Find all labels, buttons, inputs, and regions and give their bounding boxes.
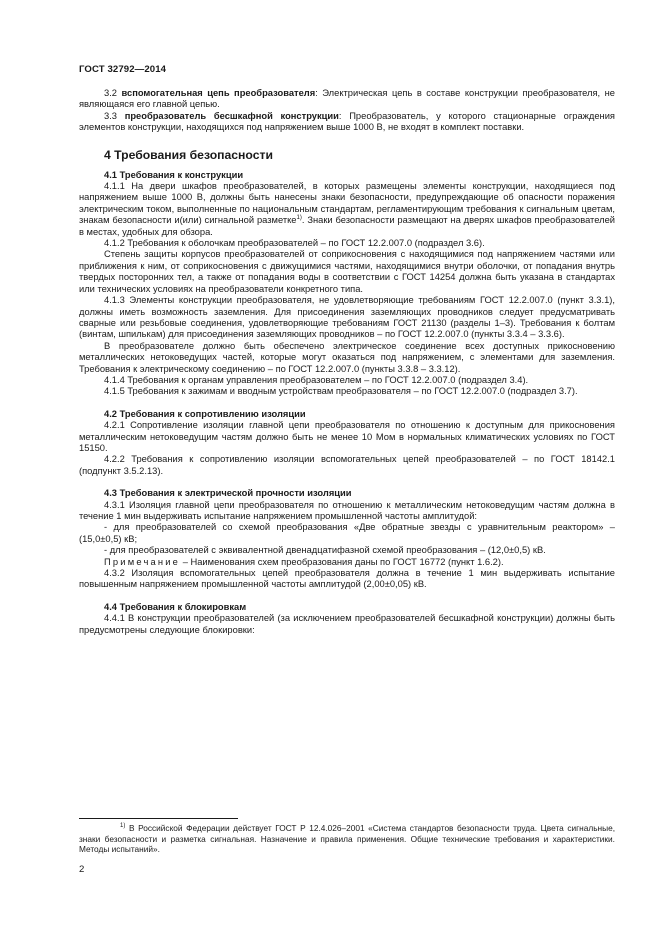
note-label: Примечание: [104, 556, 181, 567]
page-number: 2: [79, 864, 85, 875]
section-4-title: 4 Требования безопасности: [104, 147, 273, 162]
definition-term: преобразователь бесшкафной конструкции: [124, 110, 339, 121]
clause-4-1-5: 4.1.5 Требования к зажимам и вводным устройствам преобразователя – по ГОСТ 12.2.007.0 (подраздел 3.7).: [104, 386, 578, 397]
note: [79, 557, 615, 568]
clause-4-1-3: 4.1.3 Элементы конструкции преобразователя, не удовлетворяющие требованиям ГОСТ 12.2.007.0 (пункт 3.3.1), должны иметь возможность заземления. Для присоединения заземляющих проводников следует предусматривать сварные или резьбовые соединения, удовлетворяющие требованиям ГОСТ 21130 (разделы 1–3). Требования к болтам (винтам, шпилькам) для присоединения заземляющих проводников – по ГОСТ 12.2.007.0 (пункты 3.3.4 – 3.3.6).: [79, 295, 615, 340]
footnote-separator: [79, 818, 238, 819]
clause-4-2-2: 4.2.2 Требования к сопротивлению изоляции вспомогательных цепей преобразователей – по ГОСТ 18142.1 (подпункт 3.5.2.13).: [79, 454, 615, 476]
list-item: - для преобразователей с эквивалентной двенадцатифазной схемой преобразования – (12,0±0,5) кВ.: [104, 545, 546, 556]
definition-3-3: [79, 111, 615, 134]
definition-number: 3.2: [104, 88, 122, 98]
clause-text-cont: . Знаки безопасности размещают на дверях шкафов преобразователей в местах, удобных для обзора.: [79, 215, 615, 237]
clause-4-3-1: 4.3.1 Изоляция главной цепи преобразователя по отношению к металлическим нетоковедущим частям должна в течение 1 мин выдерживать испытание напряжением промышленной частоты амплитудой:: [79, 499, 615, 521]
clause-4-4-1: 4.4.1 В конструкции преобразователей (за исключением преобразователей бесшкафной конструкции) должны быть предусмотрены следующие блокировки:: [79, 613, 615, 635]
clause-4-3-2: 4.3.2 Изоляция вспомогательных цепей преобразователя должна в течение 1 мин выдерживать испытание повышенным напряжением промышленной частоты амплитудой (2,00±0,05) кВ.: [79, 568, 615, 590]
document-code-header: ГОСТ 32792—2014: [79, 64, 167, 75]
subsection-4-1-title: 4.1 Требования к конструкции: [104, 169, 244, 180]
footnote-text: [79, 823, 615, 855]
definition-text: : Преобразователь, у которого стационарные ограждения элементов конструкции, находящихся под напряжением выше 1000 В, не входят в комплект поставки.: [79, 110, 615, 133]
note-text: – Наименования схем преобразования даны по ГОСТ 16772 (пункт 1.6.2).: [180, 556, 504, 567]
subsection-4-2-title: 4.2 Требования к сопротивлению изоляции: [104, 408, 306, 419]
clause-4-1-3-cont: В преобразователе должно быть обеспечено электрическое соединение всех доступных прикосновению металлических нетоковедущих частей, которые могут оказаться под напряжением, с элементами для заземления. Требования к электрическому соединению – по ГОСТ 12.2.007.0 (пункты 3.3.8 – 3.3.12).: [79, 340, 615, 374]
footnote: [79, 823, 615, 855]
clause-4-2-1: 4.2.1 Сопротивление изоляции главной цепи преобразователя по отношению к доступным для прикосновения металлическим нетоковедущим частям должно быть не менее 10 Мом в нормальных климатических условиях по ГОСТ 15150.: [79, 420, 615, 453]
definition-3-2: [79, 88, 615, 111]
definition-text: : Электрическая цепь в составе конструкции преобразователя, не являющаяся его главной цепью.: [79, 88, 615, 110]
clause-4-1-1: [79, 181, 615, 238]
footnote-body: В Российской Федерации действует ГОСТ Р 12.4.026–2001 «Система стандартов безопасности труда. Цвета сигнальные, знаки безопасности и разметка сигнальная. Назначение и правила применения. Общие технические требования и характеристики. Методы испытаний».: [79, 823, 615, 855]
clause-4-1-2-cont: Степень защиты корпусов преобразователей от соприкосновения с находящимися под напряжением частями или приближения к ним, от соприкосновения с движущимися частями, находящимися внутри оболочки, от попадания внутрь твердых посторонних тел, а также от попадания воды в соответствии с ГОСТ 14254 должна быть указана в стандартах или технических условиях на преобразователи конкретного типа.: [79, 249, 615, 294]
definition-number: 3.3: [104, 110, 125, 121]
footnote-marker: 1): [120, 823, 126, 829]
clause-4-1-2: 4.1.2 Требования к оболочкам преобразователей – по ГОСТ 12.2.007.0 (подраздел 3.6).: [104, 238, 485, 249]
footnote-ref: 1): [296, 215, 302, 222]
clause-4-1-4: 4.1.4 Требования к органам управления преобразователем – по ГОСТ 12.2.007.0 (подраздел 3.4).: [104, 374, 529, 385]
page-content: [79, 88, 615, 636]
subsection-4-4-title: 4.4 Требования к блокировкам: [104, 601, 247, 612]
definition-term: вспомогательная цепь преобразователя: [121, 88, 316, 98]
clause-text: 4.1.1 На двери шкафов преобразователей, в которых размещены элементы конструкции, находящиеся под напряжением выше 1000 В, должны быть нанесены знаки безопасности, предупреждающие об опасности поражения электрическим током, выполненные по национальным стандартам, регламентирующим требования к сигнальным цветам, знакам безопасности и(или) сигнальной разметке: [79, 181, 615, 226]
list-item: - для преобразователей со схемой преобразования «Две обратные звезды с уравнительным реактором» – (15,0±0,5) кВ;: [79, 522, 615, 544]
subsection-4-3-title: 4.3 Требования к электрической прочности изоляции: [104, 488, 352, 499]
